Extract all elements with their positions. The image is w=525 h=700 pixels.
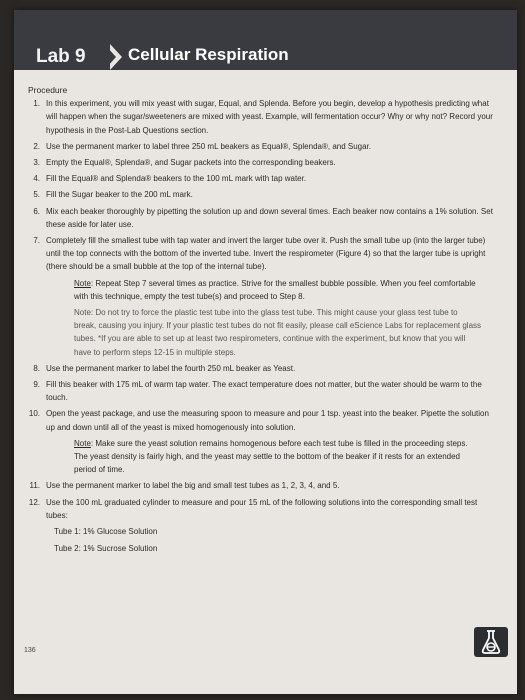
step-text: In this experiment, you will mix yeast with sugar, Equal, and Splenda. Before you begin, develop a hypothesis predicting what will happen when the sugar/sweeteners are mixed with yeast. Example, will fermentation occur? Why or why not? Record your hypothesis in the Post-Lab Questions section.: [46, 99, 493, 135]
procedure-step: [28, 496, 494, 522]
chevron-right-icon: [110, 44, 122, 70]
step-number: 2.: [33, 141, 40, 151]
note-glass-tube: Note: Do not try to force the plastic test tube into the glass test tube. This might cause your glass test tube to break, causing you injury. If your plastic test tubes do not fit easily, please call eScience Labs for replacement glass tubes. *If you are able to set up at least two respirometers, continue with the experiment, but know that you will have to perform steps 12-15 in multiple steps.: [74, 308, 482, 357]
step-number: 9.: [33, 380, 40, 390]
procedure-step: [28, 362, 494, 375]
procedure-step: [28, 407, 494, 433]
tube-item: Tube 1: 1% Glucose Solution: [54, 527, 158, 537]
procedure-step: [28, 378, 494, 404]
note-practice: [74, 277, 482, 303]
step-number: 12.: [28, 497, 40, 507]
step-number: 11.: [29, 481, 40, 491]
step-text: Use the permanent marker to label the fourth 250 mL beaker as Yeast.: [46, 363, 296, 373]
step-text: Open the yeast package, and use the measuring spoon to measure and pour 1 tsp. yeast into the beaker. Pipette the solution up and down until all of the yeast is mixed homogenously into solution.: [46, 409, 489, 432]
note-label: Note: [74, 438, 91, 448]
step-number: 5.: [33, 190, 40, 200]
procedure-step: [28, 156, 494, 169]
note-label: Note: [74, 278, 91, 288]
chapter-title: Cellular Respiration: [128, 45, 289, 64]
lab-page: [14, 10, 517, 694]
procedure-step: [28, 188, 494, 201]
step-number: 10.: [28, 409, 40, 419]
step-number: 4.: [33, 174, 40, 184]
procedure-step: [28, 205, 494, 231]
step-text: Mix each beaker thoroughly by pipetting the solution up and down several times. Each beaker now contains a 1% solution. Set these aside for later use.: [46, 206, 493, 229]
step-number: 7.: [33, 236, 40, 246]
step-text: Use the permanent marker to label three 250 mL beakers as Equal®, Splenda®, and Sugar.: [46, 141, 372, 151]
procedure-step: [28, 234, 494, 274]
step-number: 8.: [33, 363, 40, 373]
step-text: Fill this beaker with 175 mL of warm tap water. The exact temperature does not matter, but the water should be warm to the touch.: [46, 380, 482, 403]
procedure-step: [28, 97, 494, 137]
procedure-step: [28, 140, 494, 153]
tube-list: [54, 525, 494, 555]
step-number: 1.: [33, 99, 40, 109]
tube-item: Tube 2: 1% Sucrose Solution: [54, 544, 158, 554]
lab-number: Lab 9: [36, 46, 86, 67]
procedure-step: [28, 172, 494, 185]
step-number: 6.: [33, 206, 40, 216]
flask-e-logo-icon: [474, 627, 508, 657]
step-number: 3.: [33, 158, 40, 168]
note-yeast: [74, 437, 482, 477]
procedure-content: [28, 84, 494, 560]
procedure-heading: Procedure: [28, 85, 68, 95]
step-text: Use the 100 mL graduated cylinder to measure and pour 15 mL of the following solutions into the corresponding small test tubes:: [46, 497, 478, 520]
page-number: 136: [24, 647, 36, 654]
step-text: Use the permanent marker to label the big and small test tubes as 1, 2, 3, 4, and 5.: [46, 481, 340, 491]
step-text: Completely fill the smallest tube with tap water and invert the larger tube over it. Push the small tube up (into the larger tube) until the top connects with the bottom of the inverted tube. Invert the respirometer (Figure 4) so that the larger tube is upright (there should be a small bubble at the top of the internal tube).: [46, 236, 486, 272]
step-text: Fill the Sugar beaker to the 200 mL mark.: [46, 190, 193, 200]
chapter-header: [14, 10, 517, 70]
step-text: Empty the Equal®, Splenda®, and Sugar packets into the corresponding beakers.: [46, 158, 336, 168]
note-text: : Make sure the yeast solution remains homogenous before each test tube is filled in the proceeding steps. The yeast density is fairly high, and the yeast may settle to the bottom of the beaker if it rests for an extended period of time.: [74, 438, 468, 475]
procedure-step: [28, 479, 494, 492]
note-text: : Repeat Step 7 several times as practice. Strive for the smallest bubble possible. When you feel comfortable with this technique, empty the test tube(s) and proceed to Step 8.: [74, 278, 476, 301]
step-text: Fill the Equal® and Splenda® beakers to the 100 mL mark with tap water.: [46, 174, 307, 184]
